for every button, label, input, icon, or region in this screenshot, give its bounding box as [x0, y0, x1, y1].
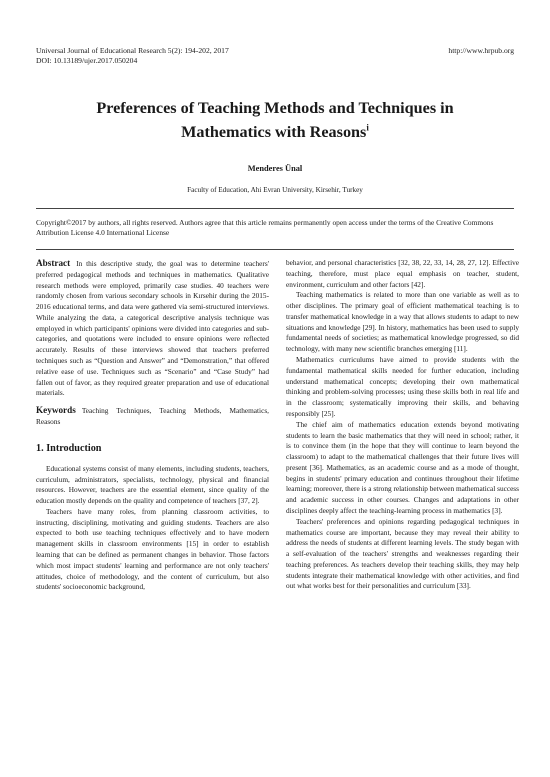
left-column [36, 258, 269, 593]
doi: DOI: 10.13189/ujer.2017.050204 [36, 56, 138, 65]
right-paragraph-1: behavior, and personal characteristics [32, 38, 22, 33, 14, 28, 27, 12]. Effective teaching, therefore, must place equal emphasis on teacher, student, environment, curriculum and other factors [42]. [286, 258, 519, 289]
section-heading-introduction: 1. Introduction [36, 442, 102, 454]
keywords-label: Keywords [36, 405, 76, 416]
journal-url[interactable]: http://www.hrpub.org [448, 46, 514, 55]
right-column [286, 258, 519, 592]
right-paragraph-3: Mathematics curriculums have aimed to provide students with the fundamental mathematical skills needed for further education, including understand mathematical concepts; developing their own mathematical thinking and problem-solving processes; using these skills both in real life and in the classroom; systematically improving their skills, and behaving responsibly [25]. [286, 355, 519, 418]
keywords [36, 405, 269, 428]
right-paragraph-5: Teachers' preferences and opinions regarding pedagogical techniques in mathematics course are important, because they may reveal their ability to address the needs of students at different learning levels. The study began with a self-evaluation of the teachers' strengths and weaknesses regarding their teaching preferences. As teachers develop their teaching skills, they may help students integrate their mathematical knowledge with other activities, and find out what works best for their personalities and curriculum [33]. [286, 516, 519, 591]
title-line-2 [40, 120, 510, 144]
paper-title [40, 96, 510, 144]
right-paragraph-2: Teaching mathematics is related to more than one variable as well as to other disciplines. The primary goal of efficient mathematical teaching is to transfer mathematical knowledge in a way that allows students to adapt to new situations and knowledge [29]. In history, mathematics has been used to supply fundamental needs of societies; as mathematical knowledge progressed, so did technology, with many new scientific branches emerging [11]. [286, 290, 519, 354]
abstract-text: In this descriptive study, the goal was to determine teachers' preferred pedagogical methods and techniques in mathematics. Qualitative research methods were employed, primarily case studies. 40 teachers were randomly chosen from various secondary schools in Kırsehir during the 2015-2016 educational terms, and data were gathered via semi-structured interviews. While analyzing the data, a categorical descriptive analysis technique was employed in which participants' opinions were divided into categories and sub-categories, and quotations were included to ensure opinions were reflected accurately. Results of these interviews showed that teachers preferred techniques such as “Question and Answer” and “Demonstration,” that offered relative ease of use. Techniques such as “Scenario” and “Case Study” had fallen out of favor, as they required greater preparation and use of educational materials. [36, 259, 269, 398]
intro-paragraph-1: Educational systems consist of many elements, including students, teachers, curriculum, administrators, specialists, technology, physical and financial resources. However, teachers are the essential element, since quality of the education mostly depends on the quality and competence of teachers [37, 2]. [36, 463, 269, 506]
title-footnote-marker: i [366, 122, 369, 133]
abstract-label: Abstract [36, 258, 71, 268]
copyright-notice: Copyright©2017 by authors, all rights reserved. Authors agree that this article remains permanently open access under the terms of the Creative Commons Attribution License 4.0 International License [36, 218, 494, 238]
abstract [36, 258, 269, 399]
title-line-1: Preferences of Teaching Methods and Techniques in [96, 99, 454, 117]
journal-citation: Universal Journal of Educational Research 5(2): 194-202, 2017 [36, 46, 229, 55]
keywords-text: Teaching Techniques, Teaching Methods, Mathematics, Reasons [36, 406, 269, 426]
divider-top [36, 208, 514, 209]
author-name: Menderes Ünal [247, 164, 303, 173]
author-affiliation: Faculty of Education, Ahi Evran University, Kirsehir, Turkey [187, 186, 363, 194]
intro-paragraph-2: Teachers have many roles, from planning classroom activities, to instructing, disciplining, motivating and guiding students. Teachers are also expected to both use teaching techniques effectively and to have modern management skills in classroom environments [15] in order to establish learning that can be defined as permanent changes in behavior. Those factors which most impact students' learning and performance are not only teachers' attitudes, choice of methodology, and the content of curriculum, but also students' socioeconomic background, [36, 506, 269, 592]
title-line-2-text: Mathematics with Reasons [181, 123, 367, 141]
divider-bottom [36, 249, 514, 250]
right-paragraph-4: The chief aim of mathematics education extends beyond motivating students to learn the basic mathematics that they will need in school; rather, it is to convince them (in the hope that they will continue to learn beyond the classroom) to adapt to the mathematical challenges that their future lives will present [36]. Mathematics, as an academic course and as a mode of thought, begins in students' primary education and continues throughout their lifetime learning; moreover, there is a strong relationship between mathematical success and academic success in other courses. Changes and adaptations in other disciplines deeply affect the teaching-learning process in mathematics [3]. [286, 419, 519, 515]
